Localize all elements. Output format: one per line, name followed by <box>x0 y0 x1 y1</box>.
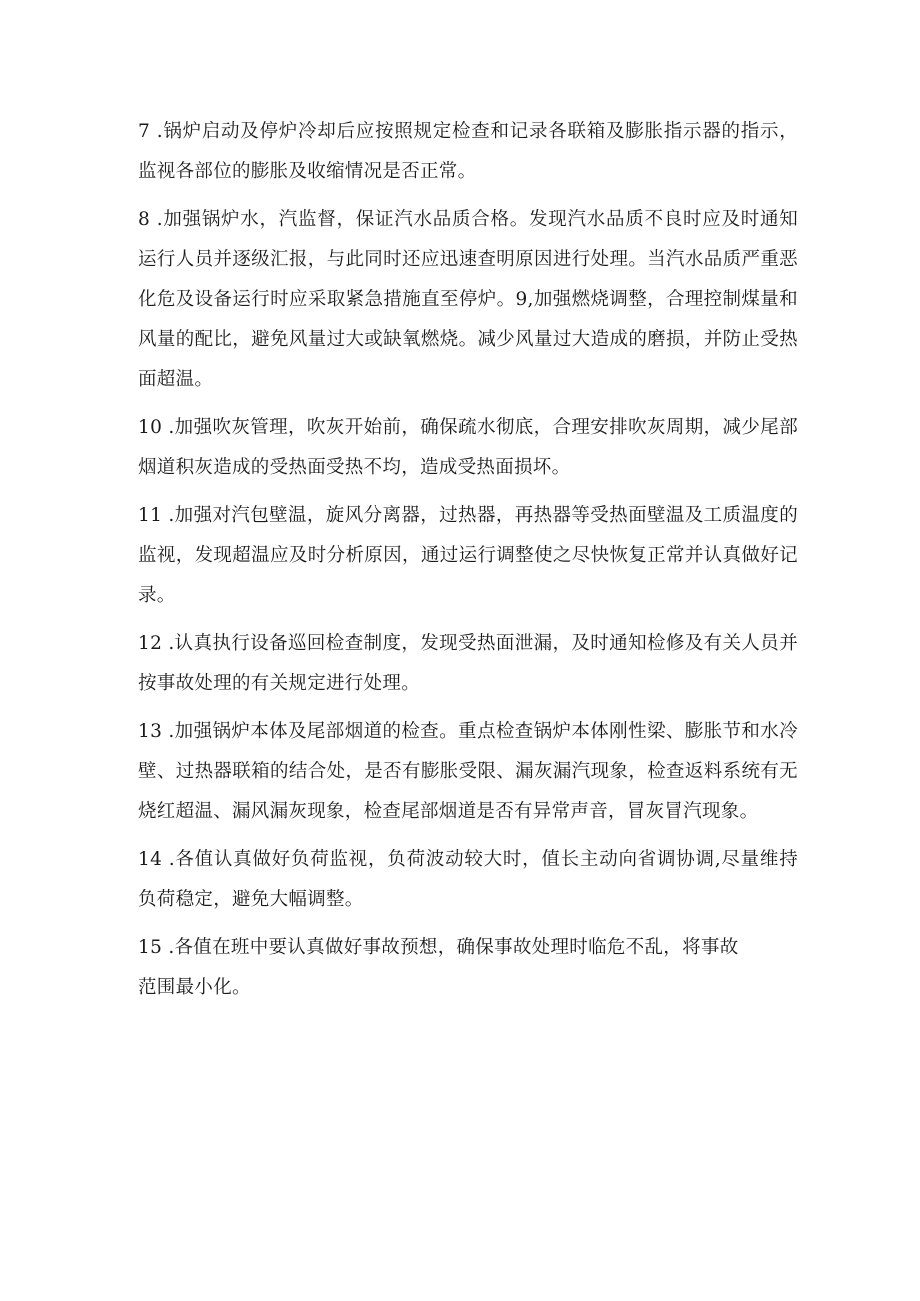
paragraph-15: 15 .各值在班中要认真做好事故预想，确保事故处理时临危不乱，将事故范围最小化。 <box>138 937 739 998</box>
paragraph-12: 12 .认真执行设备巡回检查制度，发现受热面泄漏，及时通知检修及有关人员并按事故处理的有关规定进行处理。 <box>138 633 798 694</box>
document-body <box>138 112 798 1008</box>
paragraph-11: 11 .加强对汽包壁温，旋风分离器，过热器，再热器等受热面壁温及工质温度的监视，发现超温应及时分析原因，通过运行调整使之尽快恢复正常并认真做好记录。 <box>138 505 798 606</box>
paragraph-14: 14 .各值认真做好负荷监视，负荷波动较大时，值长主动向省调协调,尽量维持负荷稳定，避免大幅调整。 <box>138 849 798 910</box>
paragraph-8: 8 .加强锅炉水，汽监督，保证汽水品质合格。发现汽水品质不良时应及时通知运行人员并逐级汇报，与此同时还应迅速查明原因进行处理。当汽水品质严重恶化危及设备运行时应采取紧急措施直至停炉。9,加强燃烧调整，合理控制煤量和风量的配比，避免风量过大或缺氧燃烧。减少风量过大造成的磨损，并防止受热面超温。 <box>138 209 798 390</box>
paragraph-10: 10 .加强吹灰管理，吹灰开始前，确保疏水彻底，合理安排吹灰周期，减少尾部烟道积灰造成的受热面受热不均，造成受热面损坏。 <box>138 417 798 478</box>
paragraph-7: 7 .锅炉启动及停炉冷却后应按照规定检查和记录各联箱及膨胀指示器的指示，监视各部位的膨胀及收缩情况是否正常。 <box>138 121 798 182</box>
paragraph-13: 13 .加强锅炉本体及尾部烟道的检查。重点检查锅炉本体刚性梁、膨胀节和水冷壁、过热器联箱的结合处，是否有膨胀受限、漏灰漏汽现象，检查返料系统有无烧红超温、漏风漏灰现象，检查尾部烟道是否有异常声音，冒灰冒汽现象。 <box>138 721 798 822</box>
